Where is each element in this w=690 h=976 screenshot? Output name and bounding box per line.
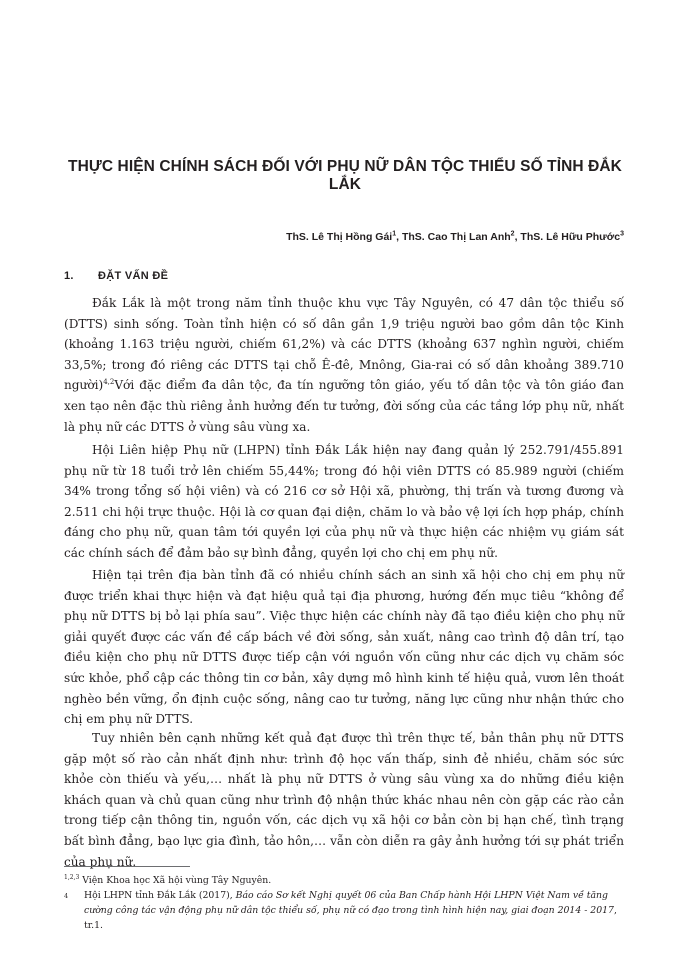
body-paragraph: Hiện tại trên địa bàn tỉnh đã có nhiều chính sách an sinh xã hội cho chị em phụ nữ được triển khai thực hiện và đạt hiệu quả tại địa phương, hướng đến mục tiêu “không để phụ nữ DTTS bị bỏ lại phía sau”. Việc thực hiện các chính này đã tạo điều kiện cho phụ nữ giải quyết được các vấn đề cấp bách về đời sống, sản xuất, nâng cao trình độ dân trí, tạo điều kiện cho phụ nữ DTTS được tiếp cận với nguồn vốn cũng như các dịch vụ chăm sóc sức khỏe, phổ cập các thông tin cơ bản, xây dựng mô hình kinh tế hiệu quả, vươn lên thoát nghèo bền vững, ổn định cuộc sống, nâng cao tư tưởng, năng lực cũng như nhận thức cho chị em phụ nữ DTTS. — [64, 568, 624, 727]
body-paragraph: Hội Liên hiệp Phụ nữ (LHPN) tỉnh Đắk Lắk hiện nay đang quản lý 252.791/455.891 phụ nữ từ 18 tuổi trở lên chiếm 55,44%; trong đó hội viên DTTS có 85.989 người (chiếm 34% trong tổng số hội viên) và có 216 cơ sở Hội xã, phường, thị trấn và tương đương và 2.511 chi hội trực thuộc. Hội là cơ quan đại diện, chăm lo và bảo vệ lợi ích hợp pháp, chính đáng cho phụ nữ, quan tâm tới quyền lợi của phụ nữ và thực hiện các nhiệm vụ giám sát các chính sách để đảm bảo sự bình đẳng, quyền lợi cho chị em phụ nữ. — [64, 443, 624, 560]
footnote-reference: 4,2 — [103, 378, 115, 387]
footnote-text: , tr.1. — [84, 904, 617, 931]
author-affiliation-mark: 1 — [392, 230, 397, 238]
section-number: 1. — [64, 270, 74, 282]
footnote-text: Hội LHPN tỉnh Đắk Lắk (2017), — [84, 890, 236, 901]
author-line — [286, 231, 624, 243]
paragraph-text: Với đặc điểm đa dân tộc, đa tín ngưỡng tôn giáo, yếu tố dân tộc và tôn giáo đan xen tạo nên đặc thù riêng ảnh hưởng đến tư tưởng, đời sống của các tầng lớp phụ nữ, nhất là phụ nữ các DTTS ở vùng sâu vùng xa. — [64, 378, 624, 434]
footnote-mark: 1,2,3 — [64, 873, 80, 881]
author-name: ThS. Lê Thị Hồng Gái — [286, 231, 393, 243]
body-paragraph: Tuy nhiên bên cạnh những kết quả đạt được thì trên thực tế, bản thân phụ nữ DTTS gặp một số rào cản nhất định như: trình độ học vấn thấp, sinh đẻ nhiều, chăm sóc sức khỏe còn thiếu và yếu,… nhất là phụ nữ DTTS ở vùng sâu vùng xa do những điều kiện khách quan và chủ quan cũng như trình độ nhận thức khác nhau nên còn gặp các rào cản trong tiếp cận thông tin, nguồn vốn, các dịch vụ xã hội cơ bản còn bị hạn chế, tình trạng bất bình đẳng, bạo lực gia đình, tảo hôn,… vẫn còn diễn ra gây ảnh hưởng tới sự phát triển của phụ nữ. — [64, 731, 624, 869]
footnote — [64, 889, 626, 933]
section-heading — [64, 270, 168, 282]
footnote-text: Viện Khoa học Xã hội vùng Tây Nguyên. — [82, 875, 272, 886]
paragraph-text: Đắk Lắk là một trong năm tỉnh thuộc khu vực Tây Nguyên, có 47 dân tộc thiểu số (DTTS) sinh sống. Toàn tỉnh hiện có số dân gần 1,9 triệu người bao gồm dân tộc Kinh (khoảng 1.163 triệu người, chiếm 61,2%) và các DTTS (khoảng 637 nghìn người, chiếm 33,5%; trong đó riêng các DTTS tại chỗ Ê-đê, Mnông, Gia-rai có số dân khoảng 389.710 người) — [64, 296, 624, 393]
author-name: , ThS. Cao Thị Lan Anh — [396, 231, 511, 243]
footnote-source-title: Báo cáo Sơ kết Nghị quyết 06 của Ban Chấp hành Hội LHPN Việt Nam về tăng cường công tác vận động phụ nữ dân tộc thiểu số, phụ nữ có đạo trong tình hình hiện nay, giai đoạn 2014 - 2017 — [84, 890, 614, 916]
section-title: ĐẶT VẤN ĐỀ — [98, 270, 169, 282]
author-affiliation-mark: 3 — [620, 230, 624, 238]
paper-title: THỰC HIỆN CHÍNH SÁCH ĐỐI VỚI PHỤ NỮ DÂN TỘC THIỂU SỐ TỈNH ĐẮK LẮK — [68, 158, 622, 193]
footnote-mark: 4 — [64, 892, 69, 900]
author-name: , ThS. Lê Hữu Phước — [514, 231, 621, 243]
footnote-divider — [64, 866, 190, 867]
footnote — [64, 874, 626, 889]
author-affiliation-mark: 2 — [510, 230, 515, 238]
body-paragraph — [64, 293, 624, 437]
